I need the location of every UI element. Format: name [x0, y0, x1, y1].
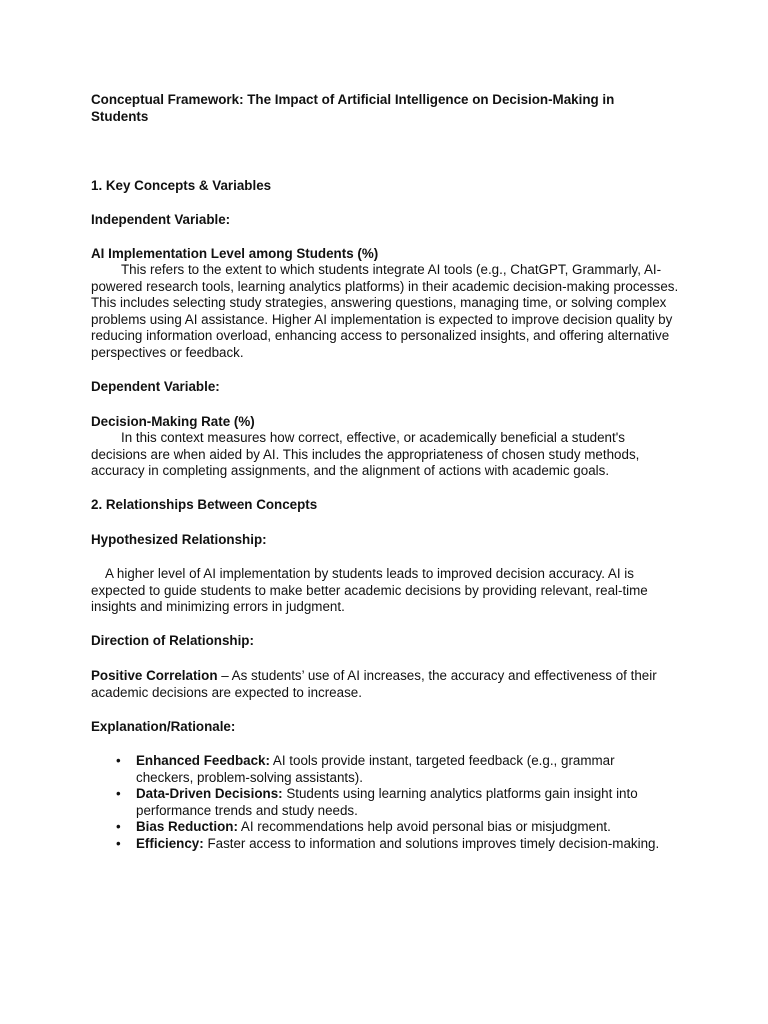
- positive-correlation-term: Positive Correlation: [91, 668, 218, 683]
- dependent-variable-label: Dependent Variable:: [91, 379, 220, 394]
- direction-of-relationship-label: Direction of Relationship:: [91, 633, 254, 648]
- list-item-data-driven-decisions: [91, 786, 671, 819]
- bullet-icon: •: [116, 835, 121, 851]
- list-item-text: Faster access to information and solutions improves timely decision-making.: [203, 835, 660, 851]
- dependent-variable-description: In this context measures how correct, effective, or academically beneficial a student's decisions are when aided by AI. This includes the appropriateness of chosen study methods, accuracy in completing assignments, and the alignment of actions with academic goals.: [91, 430, 640, 479]
- bullet-icon: •: [116, 786, 121, 802]
- direction-of-relationship-text: [91, 668, 686, 701]
- list-item-term: Enhanced Feedback:: [136, 753, 270, 768]
- list-item-text: AI tools provide instant, targeted feedback (e.g., grammar checkers, problem-solving assistants).: [136, 753, 615, 785]
- dependent-variable-name: Decision-Making Rate (%): [91, 414, 255, 429]
- bullet-icon: •: [116, 819, 121, 835]
- list-item-term: Bias Reduction:: [136, 819, 238, 835]
- list-item-text: Students using learning analytics platforms gain insight into performance trends and study needs.: [136, 786, 638, 818]
- list-item-term: Efficiency:: [136, 835, 204, 851]
- list-item-term: Data-Driven Decisions:: [136, 786, 283, 802]
- independent-variable-label: Independent Variable:: [91, 212, 231, 227]
- independent-variable-name: AI Implementation Level among Students (%): [91, 246, 379, 261]
- document-title: Conceptual Framework: The Impact of Artificial Intelligence on Decision-Making in Students: [91, 92, 615, 124]
- list-item-bias-reduction: [91, 819, 671, 836]
- section-1-heading: 1. Key Concepts & Variables: [91, 178, 272, 193]
- list-item-text: AI recommendations help avoid personal bias or misjudgment.: [237, 819, 611, 835]
- independent-variable-description: This refers to the extent to which students integrate AI tools (e.g., ChatGPT, Grammarly, AI-powered research tools, learning analytics platforms) in their academic decision-making processes. This includes selecting study strategies, answering questions, managing time, or solving complex problems using AI assistance. Higher AI implementation is expected to improve decision quality by reducing information overload, enhancing access to personalized insights, and offering alternative perspectives or feedback.: [91, 262, 679, 360]
- rationale-list: [91, 753, 671, 853]
- hypothesized-relationship-text: A higher level of AI implementation by students leads to improved decision accuracy. AI is expected to guide students to make better academic decisions by providing relevant, real-time insights and minimizing errors in judgment.: [91, 566, 648, 615]
- positive-correlation-description: – As students’ use of AI increases, the accuracy and effectiveness of their academic decisions are expected to increase.: [91, 668, 657, 700]
- rationale-label: Explanation/Rationale:: [91, 719, 236, 734]
- list-item-enhanced-feedback: [91, 753, 671, 786]
- bullet-icon: •: [116, 753, 121, 768]
- list-item-efficiency: [91, 836, 671, 853]
- section-2-heading: 2. Relationships Between Concepts: [91, 497, 318, 512]
- hypothesized-relationship-label: Hypothesized Relationship:: [91, 532, 267, 547]
